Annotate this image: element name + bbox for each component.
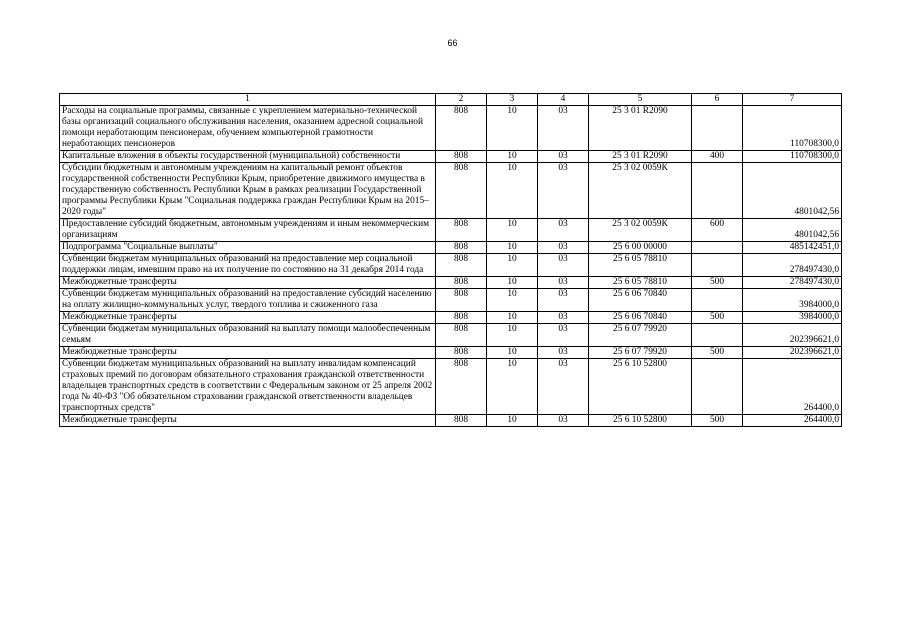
row-col3-cell: 10 (487, 242, 538, 254)
row-col5-cell: 25 6 05 78810 (589, 277, 692, 289)
table-row (60, 324, 842, 347)
row-col6-cell: 500 (692, 312, 743, 324)
table-body (60, 94, 842, 427)
row-col5-cell: 25 6 06 70840 (589, 312, 692, 324)
table-row (60, 254, 842, 277)
table-row (60, 312, 842, 324)
row-col2-cell: 808 (436, 151, 487, 163)
row-col2-cell: 808 (436, 324, 487, 347)
row-col3-cell: 10 (487, 106, 538, 151)
row-col2-cell: 808 (436, 254, 487, 277)
table-row (60, 277, 842, 289)
row-col6-cell (692, 106, 743, 151)
row-col4-cell: 03 (538, 289, 589, 312)
header-cell: 7 (743, 94, 842, 106)
row-col4-cell: 03 (538, 277, 589, 289)
header-cell: 4 (538, 94, 589, 106)
row-col5-cell: 25 3 01 R2090 (589, 106, 692, 151)
row-col4-cell: 03 (538, 163, 589, 219)
row-col6-cell: 500 (692, 347, 743, 359)
row-col2-cell: 808 (436, 415, 487, 427)
table-row (60, 106, 842, 151)
row-col2-cell: 808 (436, 242, 487, 254)
header-cell: 6 (692, 94, 743, 106)
row-col2-cell: 808 (436, 312, 487, 324)
row-name-cell: Межбюджетные трансферты (60, 415, 436, 427)
row-col4-cell: 03 (538, 415, 589, 427)
row-name-cell: Субсидии бюджетным и автономным учреждениям на капитальный ремонт объектов государственной собственности Республики Крым, приобретение движимого имущества в государственную собственность Республики Крым в рамках реализации Государственной программы Республики Крым "Социальная поддержка граждан Республики Крым на 2015–2020 годы" (60, 163, 436, 219)
row-amount-cell: 110708300,0 (743, 106, 842, 151)
row-col6-cell (692, 242, 743, 254)
header-cell: 5 (589, 94, 692, 106)
row-name-cell: Субвенции бюджетам муниципальных образований на предоставление мер социальной поддержки лицам, имевшим право на их получение по состоянию на 31 декабря 2014 года (60, 254, 436, 277)
row-name-cell: Субвенции бюджетам муниципальных образований на выплату инвалидам компенсаций страховых премий по договорам обязательного страхования гражданской ответственности владельцев транспортных средств в соответствии с Федеральным законом от 25 апреля 2002 года № 40-ФЗ "Об обязательном страховании гражданской ответственности владельцев транспортных средств" (60, 359, 436, 415)
row-col5-cell: 25 3 01 R2090 (589, 151, 692, 163)
row-col5-cell: 25 6 10 52800 (589, 415, 692, 427)
row-name-cell: Межбюджетные трансферты (60, 277, 436, 289)
row-amount-cell: 264400,0 (743, 359, 842, 415)
header-row (60, 94, 842, 106)
table-row (60, 163, 842, 219)
row-col2-cell: 808 (436, 106, 487, 151)
row-amount-cell: 278497430,0 (743, 254, 842, 277)
row-col4-cell: 03 (538, 254, 589, 277)
row-col4-cell: 03 (538, 106, 589, 151)
row-col2-cell: 808 (436, 277, 487, 289)
header-cell: 2 (436, 94, 487, 106)
row-col6-cell (692, 289, 743, 312)
row-col2-cell: 808 (436, 219, 487, 242)
row-col6-cell (692, 163, 743, 219)
row-col6-cell (692, 254, 743, 277)
row-col6-cell: 500 (692, 415, 743, 427)
row-col5-cell: 25 6 07 79920 (589, 324, 692, 347)
row-col3-cell: 10 (487, 163, 538, 219)
page-number: 66 (447, 38, 458, 48)
row-name-cell: Капитальные вложения в объекты государственной (муниципальной) собственности (60, 151, 436, 163)
row-amount-cell: 110708300,0 (743, 151, 842, 163)
row-amount-cell: 4801042,56 (743, 163, 842, 219)
table-row (60, 219, 842, 242)
row-col3-cell: 10 (487, 151, 538, 163)
header-cell: 1 (60, 94, 436, 106)
row-col5-cell: 25 6 06 70840 (589, 289, 692, 312)
row-amount-cell: 485142451,0 (743, 242, 842, 254)
row-amount-cell: 278497430,0 (743, 277, 842, 289)
row-col5-cell: 25 6 05 78810 (589, 254, 692, 277)
row-amount-cell: 4801042,56 (743, 219, 842, 242)
row-amount-cell: 3984000,0 (743, 312, 842, 324)
row-col6-cell (692, 324, 743, 347)
row-col5-cell: 25 6 00 00000 (589, 242, 692, 254)
row-col3-cell: 10 (487, 219, 538, 242)
row-col6-cell: 400 (692, 151, 743, 163)
row-col5-cell: 25 3 02 0059К (589, 219, 692, 242)
table-row (60, 289, 842, 312)
table-row (60, 151, 842, 163)
table-row (60, 242, 842, 254)
row-amount-cell: 264400,0 (743, 415, 842, 427)
row-amount-cell: 3984000,0 (743, 289, 842, 312)
row-col3-cell: 10 (487, 347, 538, 359)
row-col3-cell: 10 (487, 312, 538, 324)
header-cell: 3 (487, 94, 538, 106)
row-col2-cell: 808 (436, 289, 487, 312)
row-name-cell: Межбюджетные трансферты (60, 347, 436, 359)
table-row (60, 359, 842, 415)
row-col4-cell: 03 (538, 359, 589, 415)
row-name-cell: Межбюджетные трансферты (60, 312, 436, 324)
row-col5-cell: 25 6 10 52800 (589, 359, 692, 415)
table-row (60, 347, 842, 359)
table-row (60, 415, 842, 427)
row-name-cell: Предоставление субсидий бюджетным, автономным учреждениям и иным некоммерческим организациям (60, 219, 436, 242)
row-amount-cell: 202396621,0 (743, 324, 842, 347)
row-col5-cell: 25 6 07 79920 (589, 347, 692, 359)
row-col4-cell: 03 (538, 312, 589, 324)
row-name-cell: Субвенции бюджетам муниципальных образований на выплату помощи малообеспеченным семьям (60, 324, 436, 347)
row-col4-cell: 03 (538, 347, 589, 359)
row-col3-cell: 10 (487, 254, 538, 277)
row-col5-cell: 25 3 02 0059К (589, 163, 692, 219)
row-col3-cell: 10 (487, 324, 538, 347)
row-col2-cell: 808 (436, 347, 487, 359)
row-col3-cell: 10 (487, 415, 538, 427)
row-col4-cell: 03 (538, 151, 589, 163)
row-col4-cell: 03 (538, 219, 589, 242)
row-col6-cell: 600 (692, 219, 743, 242)
row-col2-cell: 808 (436, 359, 487, 415)
row-col3-cell: 10 (487, 277, 538, 289)
row-name-cell: Подпрограмма "Социальные выплаты" (60, 242, 436, 254)
row-col4-cell: 03 (538, 242, 589, 254)
row-name-cell: Расходы на социальные программы, связанные с укреплением материально-технической базы организаций социального обслуживания населения, оказанием адресной социальной помощи неработающим пенсионерам, обучением компьютерной грамотности неработающих пенсионеров (60, 106, 436, 151)
row-name-cell: Субвенции бюджетам муниципальных образований на предоставление субсидий населению на оплату жилищно-коммунальных услуг, твердого топлива и сжиженного газа (60, 289, 436, 312)
row-col6-cell (692, 359, 743, 415)
row-col3-cell: 10 (487, 289, 538, 312)
row-col3-cell: 10 (487, 359, 538, 415)
row-amount-cell: 202396621,0 (743, 347, 842, 359)
row-col2-cell: 808 (436, 163, 487, 219)
row-col6-cell: 500 (692, 277, 743, 289)
row-col4-cell: 03 (538, 324, 589, 347)
budget-table (59, 93, 842, 427)
